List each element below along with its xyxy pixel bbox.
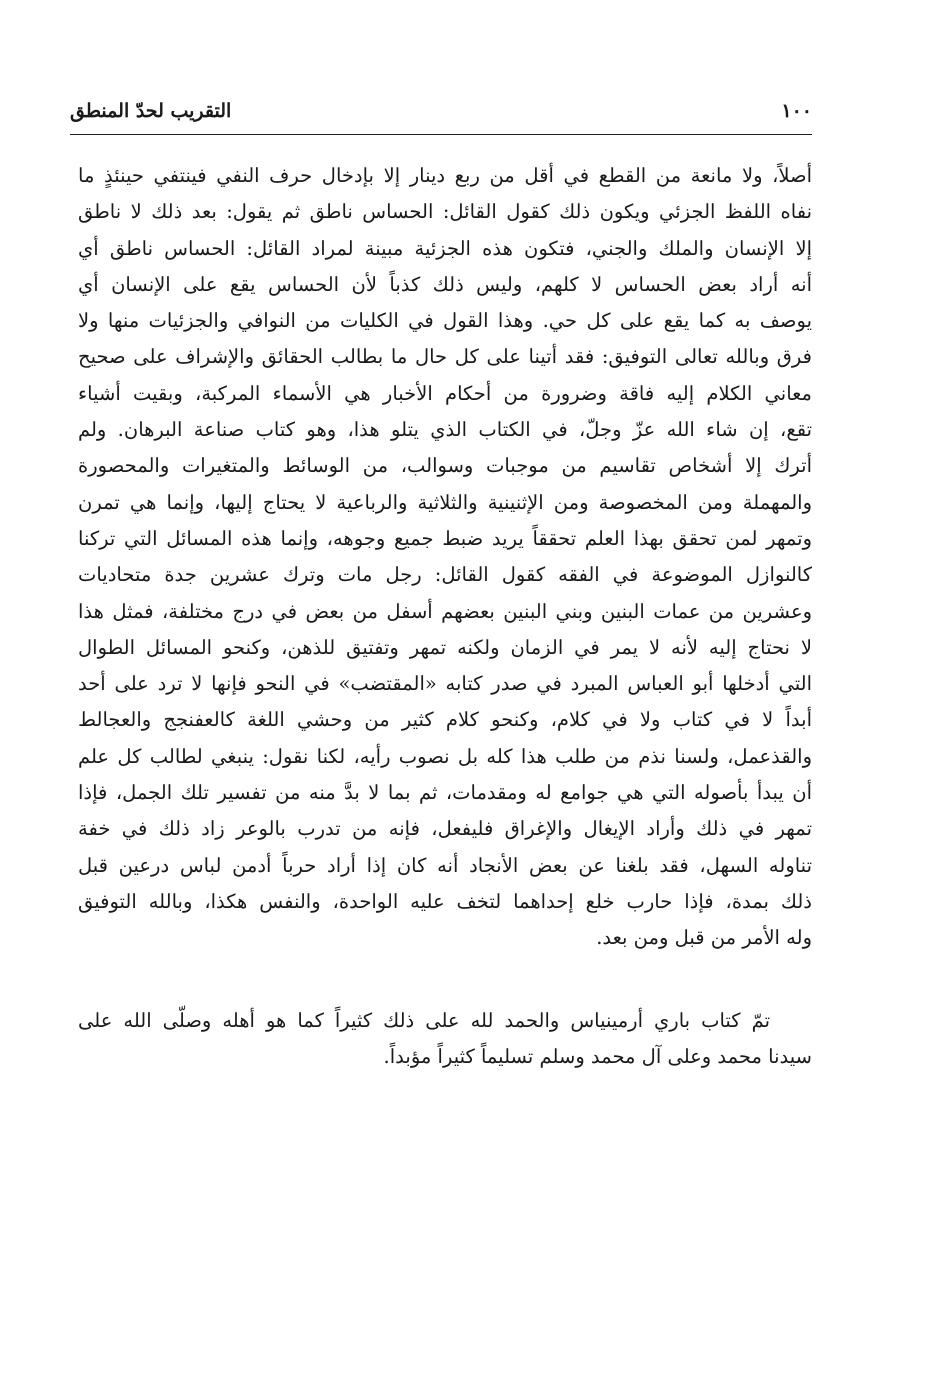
closing-line: تمّ كتاب باري أرمينياس والحمد لله على ذلك كثيراً كما هو أهله وصلّى الله على [78, 1009, 770, 1032]
page-header [70, 98, 812, 128]
text-line: أصلاً، ولا مانعة من القطع في أقل من ربع دينار إلا بإدخال حرف النفي فينتفي حينئذٍ ما [78, 164, 812, 187]
text-line: أن يبدأ بأصوله التي هي جوامع له ومقدمات، ثم بما لا بدَّ منه من تفسير تلك الجمل، فإذا [78, 781, 812, 805]
text-line: نفاه اللفظ الجزئي ويكون ذلك كقول القائل: الحساس ناطق ثم يقول: بعد ذلك لا ناطق [78, 200, 812, 224]
text-line: تمهر في ذلك وأراد الإيغال والإغراق فليفعل، فإنه من تدرب بالوعر زاد ذلك في خفة [78, 817, 812, 841]
text-line: أترك إلا أشخاص تقاسيم من موجبات وسوالب، من الوسائط والمتغيرات والمحصورة [78, 454, 812, 478]
text-line: معاني الكلام إليه فاقة وضرورة من أحكام الأخبار هي الأسماء المركبة، وبقيت أشياء [78, 381, 812, 405]
header-divider [70, 134, 812, 135]
text-line: وله الأمر من قبل ومن بعد. [596, 926, 812, 950]
text-line: وتمهر لمن تحقق بهذا العلم تحققاً يريد ضبط جميع وجوهه، وإنما هذه المسائل التي تركنا [78, 526, 812, 550]
text-line: تقع، إن شاء الله عزّ وجلّ، في الكتاب الذي يتلو هذا، وهو كتاب صناعة البرهان. ولم [78, 418, 812, 442]
text-line: تناوله السهل، فقد بلغنا عن بعض الأنجاد أنه كان إذا أراد حرباً أدمن لباس درعين قبل [78, 853, 812, 877]
text-line: أنه أراد بعض الحساس لا كلهم، وليس ذلك كذباً لأن الحساس يقع على الإنسان أي [78, 272, 812, 296]
text-line: أبداً لا في كتاب ولا في كلام، وكنحو كلام كثير من وحشي اللغة كالعفنجج والعجالط [78, 708, 812, 732]
running-title: التقريب لحدّ المنطق [70, 100, 232, 122]
page-number: ١٠٠ [781, 100, 812, 122]
text-line: وعشرين من عمات البنين وبني البنين بعضهم أسفل من بعض في درج مختلفة، فمثل هذا [78, 599, 812, 623]
text-line: فرق وبالله تعالى التوفيق: فقد أتينا على كل حال ما بطالب الحقائق والإشراف على صحيح [78, 345, 812, 369]
text-line: كالنوازل الموضوعة في الفقه كقول القائل: رجل مات وترك عشرين جدة متحاديات [78, 563, 812, 587]
text-line: والقذعمل، ولسنا نذم من طلب هذا كله بل نصوب رأيه، لكنا نقول: ينبغي لطالب كل علم [78, 744, 812, 768]
text-line: والمهملة ومن المخصوصة ومن الإثنينية والثلاثية والرباعية لا يحتاج إليها، وإنما هي تمرن [78, 490, 812, 514]
main-paragraph [78, 158, 812, 957]
text-line: إلا الإنسان والملك والجني، فتكون هذه الجزئية مبينة لمراد القائل: الحساس ناطق أي [78, 236, 812, 260]
text-line: التي أدخلها أبو العباس المبرد في صدر كتابه «المقتضب» في النحو فإنها لا ترد على أحد [78, 672, 812, 696]
closing-paragraph [78, 1003, 812, 1076]
text-line: لا نحتاج إليه لأنه لا يمر في الزمان ولكنه تمهر وتفتيق للذهن، وكنحو المسائل الطوال [78, 635, 812, 659]
text-line: ذلك بمدة، فإذا حارب خلع إحداهما لتخف عليه الواحدة، والنفس هكذا، وبالله التوفيق [78, 889, 812, 913]
closing-line: سيدنا محمد وعلى آل محمد وسلم تسليماً كثيراً مؤبداً. [383, 1045, 812, 1069]
text-line: يوصف به كما يقع على كل حي. وهذا القول في الكليات من النوافي والجزئيات منها ولا [78, 309, 812, 333]
